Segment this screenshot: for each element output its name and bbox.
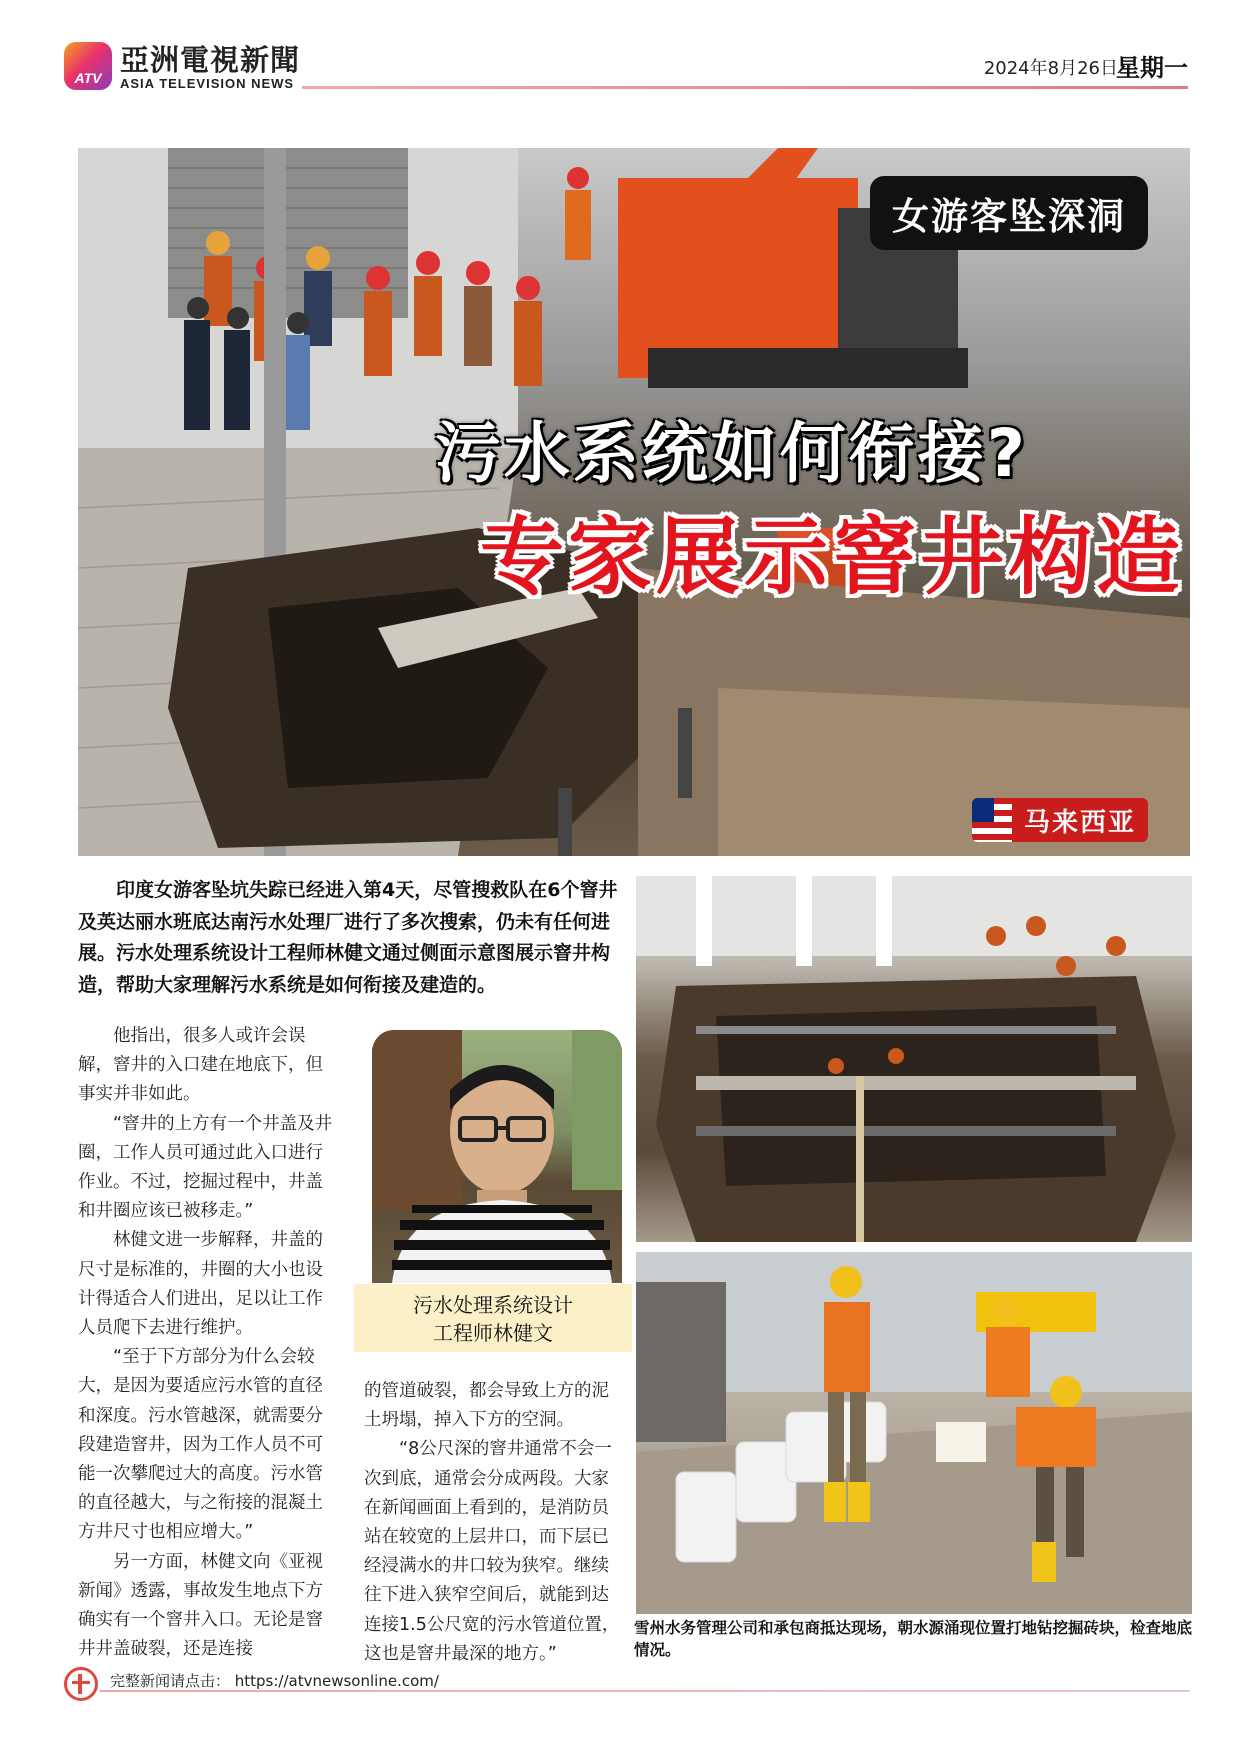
region-label: 马来西亚 [1023,807,1136,838]
footer-divider [100,1690,1190,1692]
malaysia-flag-icon [972,798,1012,842]
headline-question: 污水系统如何衔接? [434,415,1028,492]
paragraph: 另一方面，林健文向《亚视新闻》透露，事故发生地点下方确实有一个窨井入口。无论是窨井井盖破裂，还是连接 [78,1551,323,1660]
engineer-portrait [372,1030,622,1283]
brand-name-en: ASIA TELEVISION NEWS [120,76,295,91]
hero-photo [78,148,1190,856]
region-badge [972,798,1148,842]
street-workers-illustration [636,1252,1192,1614]
paragraph: 他指出，很多人或许会误解，窨井的入口建在地底下，但事实并非如此。 [78,1026,323,1105]
globe-icon [64,1667,98,1701]
article-column-1 [78,1022,340,1664]
paragraph: “至于下方部分为什么会较大，是因为要适应污水管的直径和深度。污水管越深，就需要分段建造窨井，因为工作人员不可能一次攀爬过大的高度。污水管的直径越大，与之衔接的混凝土方井尺寸也相应增大。” [78,1347,323,1543]
paragraph: 林健文进一步解释，井盖的尺寸是标准的，井圈的大小也设计得适合人们进出，足以让工作人员爬下去进行维护。 [78,1230,323,1339]
headline-main: 专家展示窨井构造 [479,508,1184,606]
portrait-caption [354,1284,632,1352]
pit-aerial-photo [636,876,1192,1242]
caption-line: 污水处理系统设计 [413,1293,573,1317]
issue-weekday: 星期一 [1116,54,1188,82]
paragraph: “8公尺深的窨井通常不会一次到底，通常会分成两段。大家在新闻画面上看到的，是消防员站在较宽的上层井口，而下层已经浸满水的井口较为狭窄。继续往下进入狭窄空间后，就能到达连接1.5公尺宽的污水管道位置，这也是窨井最深的地方。” [364,1439,620,1664]
paragraph: 的管道破裂，都会导致上方的泥土坍塌，掉入下方的空洞。 [364,1381,609,1431]
issue-date: 2024年8月26日 [983,58,1118,79]
portrait-illustration [372,1030,622,1283]
header-divider [302,86,1188,89]
logo-badge-text: ATV [74,70,102,86]
paragraph: “窨井的上方有一个井盖及井圈，工作人员可通过此入口进行作业。不过，挖掘过程中，井盖和井圈应该已被移走。” [78,1113,333,1222]
footer-link[interactable]: 完整新闻请点击： https://atvnewsonline.com/ [110,1672,439,1690]
story-tag: 女游客坠深洞 [870,176,1148,250]
article-column-2 [364,1377,626,1669]
brand-name-cn: 亞洲電視新聞 [120,43,301,77]
atv-logo [64,42,112,90]
article-lead: 印度女游客坠坑失踪已经进入第4天，尽管搜救队在6个窨井及英达丽水班底达南污水处理厂进行了多次搜索，仍未有任何进展。污水处理系统设计工程师林健文通过侧面示意图展示窨井构造，帮助大家理解污水系统是如何衔接及建造的。 [78,879,618,996]
photo-caption: 雪州水务管理公司和承包商抵达现场，朝水源涌现位置打地钻挖掘砖块，检查地底情况。 [634,1619,1193,1659]
aerial-pit-illustration [636,876,1192,1242]
caption-line: 工程师林健文 [433,1321,553,1345]
street-workers-photo [636,1252,1192,1614]
